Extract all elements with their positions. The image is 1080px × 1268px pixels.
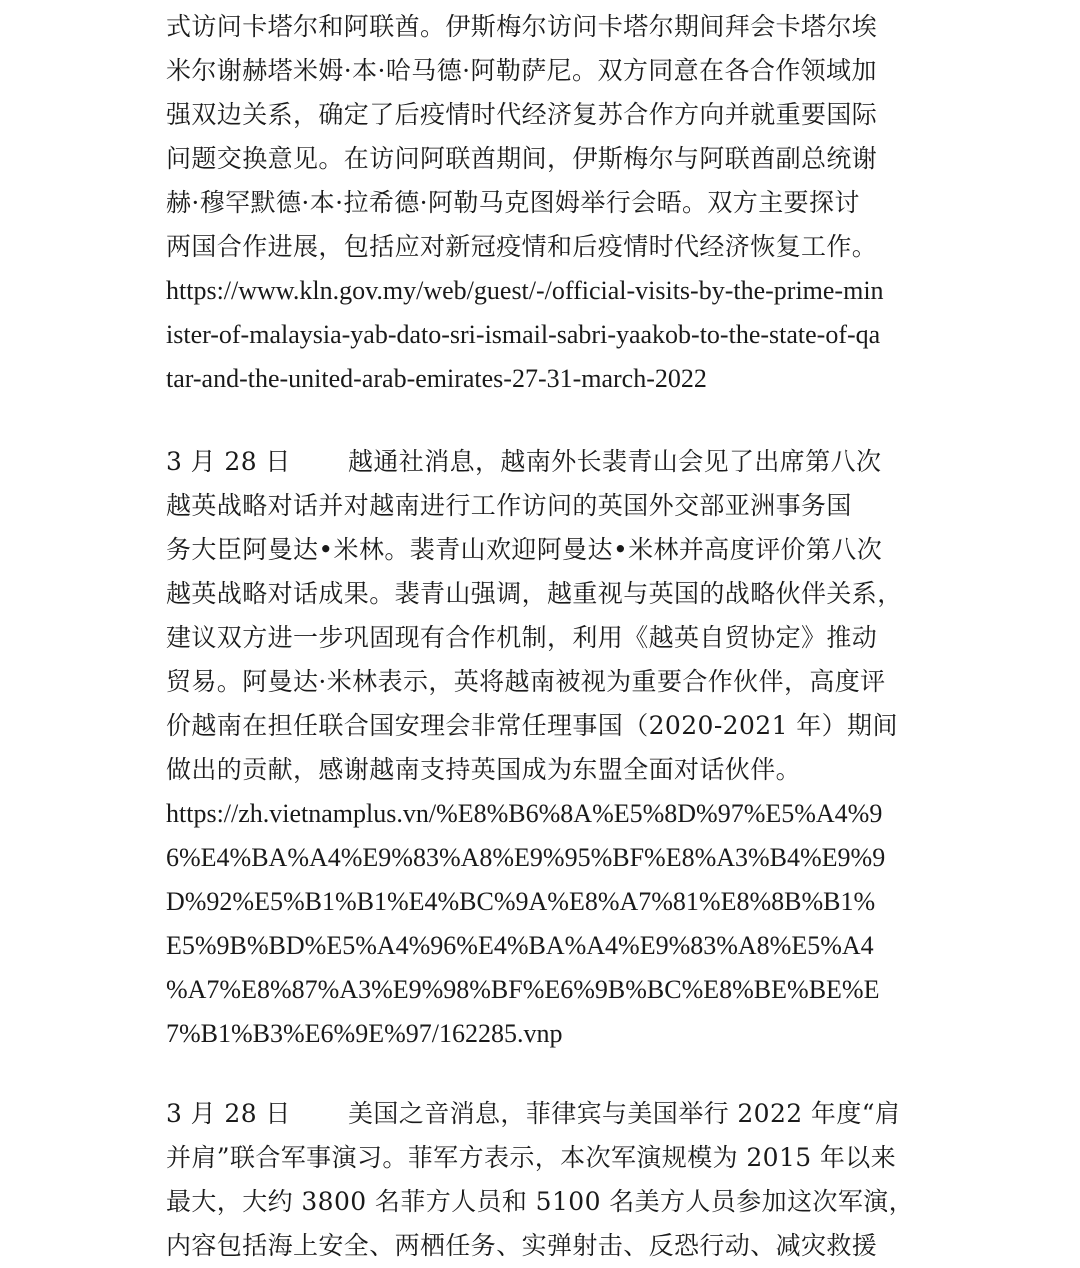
text-line: 建议双方进一步巩固现有合作机制，利用《越英自贸协定》推动 bbox=[166, 623, 878, 652]
text-line: 越英战略对话成果。裴青山强调，越重视与英国的战略伙伴关系， bbox=[166, 579, 903, 608]
text-line: 务大臣阿曼达•米林。裴青山欢迎阿曼达•米林并高度评价第八次 bbox=[166, 535, 883, 564]
text-line: 做出的贡献，感谢越南支持英国成为东盟全面对话伙伴。 bbox=[166, 755, 802, 784]
text-line: 问题交换意见。在访问阿联酋期间，伊斯梅尔与阿联酋副总统谢 bbox=[166, 144, 878, 173]
text-line: 越通社消息，越南外长裴青山会见了出席第八次 bbox=[348, 447, 882, 476]
source-url-line[interactable]: E5%9B%BD%E5%A4%96%E4%BA%A4%E9%83%A8%E5%A4 bbox=[166, 931, 874, 960]
source-url-line[interactable]: 6%E4%BA%A4%E9%83%A8%E9%95%BF%E8%A3%B4%E9%9 bbox=[166, 843, 886, 872]
source-url-line[interactable]: https://www.kln.gov.my/web/guest/-/official-visits-by-the-prime-min bbox=[166, 276, 884, 305]
entry-philippines-us bbox=[166, 1092, 922, 1268]
text-line: 最大，大约 3800 名菲方人员和 5100 名美方人员参加这次军演， bbox=[166, 1187, 915, 1216]
text-line: 内容包括海上安全、两栖任务、实弹射击、反恐行动、减灾救援 bbox=[166, 1231, 878, 1260]
source-url-line[interactable]: D%92%E5%B1%B1%E4%BC%9A%E8%A7%81%E8%8B%B1% bbox=[166, 887, 876, 916]
text-line: 贸易。阿曼达·米林表示，英将越南被视为重要合作伙伴，高度评 bbox=[166, 667, 886, 696]
text-line: 赫·穆罕默德·本·拉希德·阿勒马克图姆举行会晤。双方主要探讨 bbox=[166, 188, 860, 217]
text-line: 强双边关系，确定了后疫情时代经济复苏合作方向并就重要国际 bbox=[166, 100, 878, 129]
source-url-line[interactable]: %A7%E8%87%A3%E9%98%BF%E6%9B%BC%E8%BE%BE%E bbox=[166, 975, 880, 1004]
text-line: 价越南在担任联合国安理会非常任理事国（2020-2021 年）期间 bbox=[166, 711, 898, 740]
text-line: 米尔谢赫塔米姆·本·哈马德·阿勒萨尼。双方同意在各合作领域加 bbox=[166, 56, 877, 85]
entry-date: 3 月 28 日 bbox=[166, 447, 291, 476]
text-line: 并肩”联合军事演习。菲军方表示，本次军演规模为 2015 年以来 bbox=[166, 1143, 897, 1172]
text-line: 美国之音消息，菲律宾与美国举行 2022 年度“肩 bbox=[348, 1099, 901, 1128]
text-line: 越英战略对话并对越南进行工作访问的英国外交部亚洲事务国 bbox=[166, 491, 852, 520]
entry-date: 3 月 28 日 bbox=[166, 1099, 291, 1128]
source-url-line[interactable]: ister-of-malaysia-yab-dato-sri-ismail-sabri-yaakob-to-the-state-of-qa bbox=[166, 320, 881, 349]
text-line: 两国合作进展，包括应对新冠疫情和后疫情时代经济恢复工作。 bbox=[166, 232, 878, 261]
entry-first-line bbox=[166, 440, 922, 484]
source-url-line[interactable]: tar-and-the-united-arab-emirates-27-31-march-2022 bbox=[166, 364, 707, 393]
source-url-line[interactable]: 7%B1%B3%E6%9E%97/162285.vnp bbox=[166, 1019, 563, 1048]
source-url-line[interactable]: https://zh.vietnamplus.vn/%E8%B6%8A%E5%8D%97%E5%A4%9 bbox=[166, 799, 883, 828]
entry-malaysia-visit bbox=[166, 5, 922, 401]
entry-first-line bbox=[166, 1092, 922, 1136]
entry-vietnam-uk bbox=[166, 440, 922, 1056]
text-line: 式访问卡塔尔和阿联酋。伊斯梅尔访问卡塔尔期间拜会卡塔尔埃 bbox=[166, 12, 878, 41]
